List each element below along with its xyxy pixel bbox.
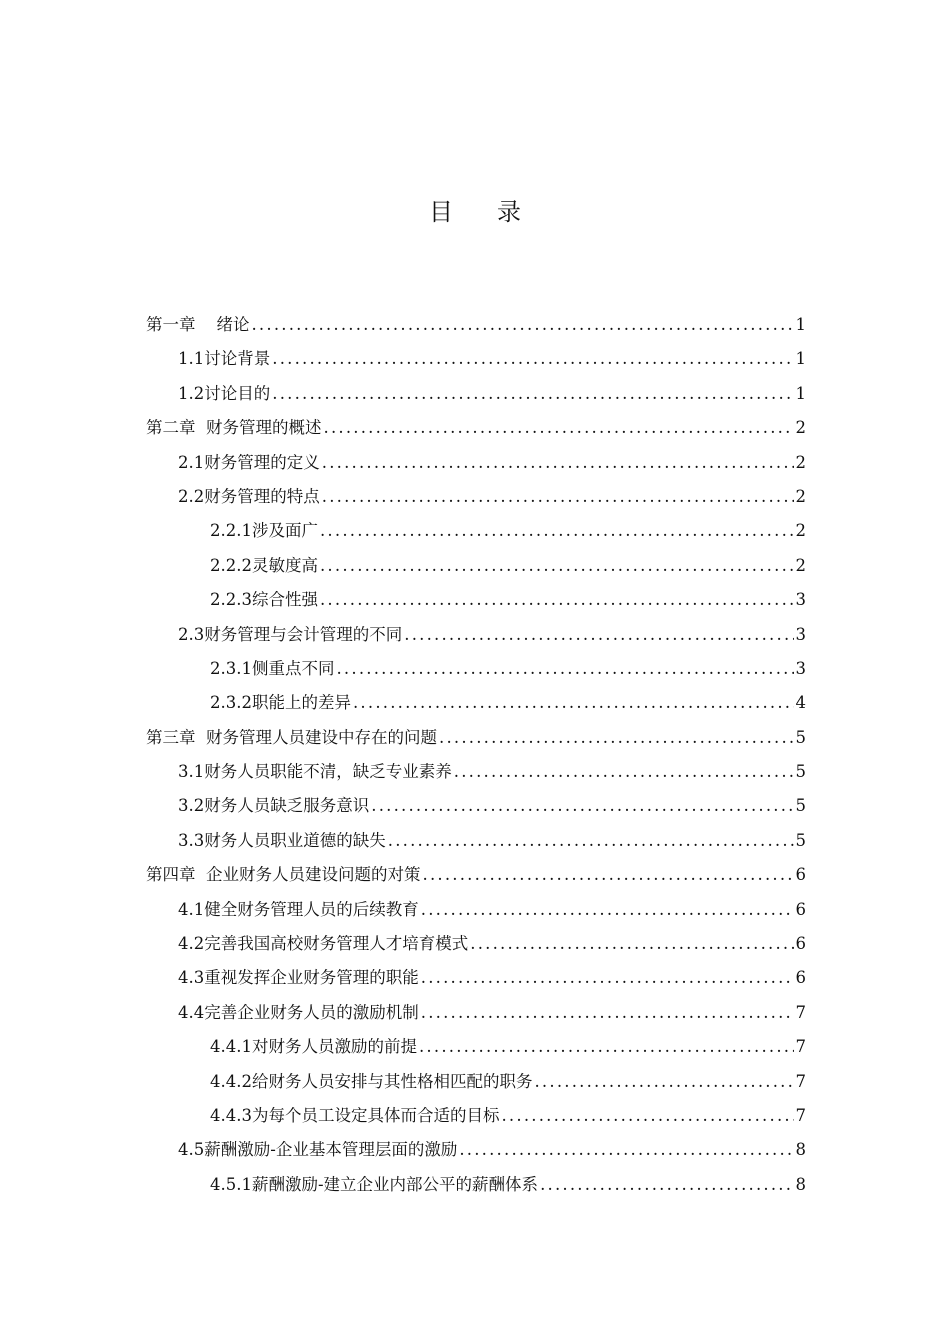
toc-entry-number: 4.4.1 xyxy=(210,1037,252,1057)
toc-entry-page: 6 xyxy=(795,968,806,988)
toc-entry xyxy=(146,893,806,927)
toc-entry-number: 2.2.3 xyxy=(210,590,252,610)
toc-entry-label: 健全财务管理人员的后续教育 xyxy=(204,899,419,919)
toc-entry-number: 2.2.1 xyxy=(210,521,252,541)
dot-leader xyxy=(421,996,794,1030)
toc-entry-label: 完善我国高校财务管理人才培育模式 xyxy=(204,934,469,954)
toc-entry xyxy=(146,1030,806,1064)
toc-entry xyxy=(146,858,806,892)
toc-entry-page: 5 xyxy=(795,830,806,850)
dot-leader xyxy=(404,618,793,652)
toc-entry-number: 1.2 xyxy=(178,383,205,403)
toc-entry-number: 4.3 xyxy=(178,968,205,988)
toc-entry-label: 给财务人员安排与其性格相匹配的职务 xyxy=(251,1071,533,1091)
dot-leader xyxy=(534,1065,793,1099)
toc-entry-label: 企业财务人员建设问题的对策 xyxy=(206,865,421,885)
toc-entry xyxy=(146,789,806,823)
dot-leader xyxy=(419,1030,794,1064)
toc-entry xyxy=(146,1065,806,1099)
toc-entry-number: 第一章 xyxy=(146,315,217,334)
toc-entry-number: 2.2 xyxy=(178,486,205,506)
toc-entry-label: 涉及面广 xyxy=(251,521,318,541)
toc-entry-page: 7 xyxy=(795,1037,806,1057)
toc-entry-label: 讨论目的 xyxy=(204,383,271,403)
dot-leader xyxy=(272,377,793,411)
toc-entry xyxy=(146,996,806,1030)
dot-leader xyxy=(320,514,794,548)
toc-entry-label: 综合性强 xyxy=(251,590,318,610)
toc-entry xyxy=(146,755,806,789)
toc-entry xyxy=(146,927,806,961)
dot-leader xyxy=(353,686,794,720)
toc-entry-label: 财务人员缺乏服务意识 xyxy=(204,796,370,816)
dot-leader xyxy=(336,652,793,686)
toc-entry-number: 4.5.1 xyxy=(210,1174,252,1194)
toc-entry-number: 4.2 xyxy=(178,934,205,954)
toc-entry-page: 1 xyxy=(795,383,806,403)
toc-entry-number: 1.1 xyxy=(178,349,205,369)
toc-entry-number: 第三章 xyxy=(146,727,206,747)
toc-entry-number: 4.4.3 xyxy=(210,1105,252,1125)
toc-entry-number: 2.1 xyxy=(178,452,205,472)
toc-entry-page: 2 xyxy=(795,486,806,506)
toc-entry xyxy=(146,721,806,755)
toc-entry-page: 4 xyxy=(795,693,806,713)
dot-leader xyxy=(320,549,794,583)
toc-entry-label: 灵敏度高 xyxy=(251,555,318,575)
toc-entry-page: 3 xyxy=(795,590,806,610)
toc-entry-page: 7 xyxy=(795,1105,806,1125)
toc-entry-label: 财务管理人员建设中存在的问题 xyxy=(206,727,437,747)
toc-entry xyxy=(146,824,806,858)
dot-leader xyxy=(454,755,794,789)
toc-title: 目录 xyxy=(429,198,565,226)
toc-entry-page: 2 xyxy=(795,521,806,541)
toc-entry-page: 1 xyxy=(795,349,806,369)
toc-entry-page: 1 xyxy=(795,315,806,334)
toc-entry xyxy=(146,308,806,342)
toc-entry-page: 5 xyxy=(795,727,806,747)
toc-entry-label: 财务管理的定义 xyxy=(204,452,320,472)
dot-leader xyxy=(322,480,794,514)
dot-leader xyxy=(501,1099,793,1133)
toc-entry-label: 为每个员工设定具体而合适的目标 xyxy=(251,1105,500,1125)
toc-entry-page: 7 xyxy=(795,1071,806,1091)
dot-leader xyxy=(421,893,794,927)
toc-entry-page: 6 xyxy=(795,865,806,885)
dot-leader xyxy=(421,961,794,995)
toc-entry-number: 3.2 xyxy=(178,796,205,816)
toc-entry-label: 薪酬激励-建立企业内部公平的薪酬体系 xyxy=(251,1174,539,1194)
dot-leader xyxy=(320,583,794,617)
toc-entry-page: 7 xyxy=(795,1002,806,1022)
dot-leader xyxy=(272,342,793,376)
toc-entry-number: 2.3.1 xyxy=(210,658,252,678)
toc-entry xyxy=(146,549,806,583)
toc-entry-label: 薪酬激励-企业基本管理层面的激励 xyxy=(204,1140,458,1160)
toc-entry-label: 财务管理的概述 xyxy=(206,418,322,438)
toc-entry-number: 4.1 xyxy=(178,899,205,919)
toc-entry-number: 3.3 xyxy=(178,830,205,850)
toc-entry-label: 财务人员职能不清，缺乏专业素养 xyxy=(204,762,452,782)
toc-entry-label: 侧重点不同 xyxy=(251,658,335,678)
toc-entry-page: 2 xyxy=(795,418,806,438)
toc-entry-number: 4.4 xyxy=(178,1002,205,1022)
toc-entry-number: 2.2.2 xyxy=(210,555,252,575)
toc-entry-number: 2.3 xyxy=(178,624,205,644)
dot-leader xyxy=(423,858,794,892)
toc-entry-page: 5 xyxy=(795,762,806,782)
dot-leader xyxy=(470,927,793,961)
toc-entry-page: 2 xyxy=(795,555,806,575)
toc-entry xyxy=(146,480,806,514)
toc-entry-number: 3.1 xyxy=(178,762,205,782)
toc-entry xyxy=(146,1099,806,1133)
toc-entry xyxy=(146,377,806,411)
table-of-contents xyxy=(146,308,806,1202)
toc-entry-number: 4.5 xyxy=(178,1140,205,1160)
toc-entry-label: 完善企业财务人员的激励机制 xyxy=(204,1002,419,1022)
toc-entry-label: 财务管理的特点 xyxy=(204,486,320,506)
toc-entry-label: 绪论 xyxy=(216,315,250,334)
toc-entry-label: 讨论背景 xyxy=(204,349,271,369)
toc-entry xyxy=(146,514,806,548)
toc-entry-label: 财务管理与会计管理的不同 xyxy=(204,624,403,644)
dot-leader xyxy=(459,1133,793,1167)
toc-entry-page: 8 xyxy=(795,1140,806,1160)
toc-entry-page: 3 xyxy=(795,658,806,678)
toc-entry xyxy=(146,583,806,617)
toc-entry xyxy=(146,961,806,995)
toc-entry-label: 对财务人员激励的前提 xyxy=(251,1037,417,1057)
dot-leader xyxy=(388,824,794,858)
dot-leader xyxy=(322,446,794,480)
dot-leader xyxy=(540,1168,793,1202)
dot-leader xyxy=(324,411,794,445)
toc-entry-label: 重视发挥企业财务管理的职能 xyxy=(204,968,419,988)
toc-entry-number: 第四章 xyxy=(146,865,206,885)
toc-entry-number: 第二章 xyxy=(146,418,206,438)
toc-entry xyxy=(146,1133,806,1167)
toc-entry xyxy=(146,1168,806,1202)
dot-leader xyxy=(251,308,793,342)
dot-leader xyxy=(371,789,793,823)
toc-entry-number: 4.4.2 xyxy=(210,1071,252,1091)
toc-entry-page: 2 xyxy=(795,452,806,472)
toc-entry xyxy=(146,618,806,652)
toc-entry-label: 职能上的差异 xyxy=(251,693,351,713)
toc-entry-page: 6 xyxy=(795,899,806,919)
toc-entry xyxy=(146,686,806,720)
toc-entry xyxy=(146,652,806,686)
toc-entry-page: 6 xyxy=(795,934,806,954)
toc-entry xyxy=(146,446,806,480)
dot-leader xyxy=(439,721,794,755)
toc-entry-label: 财务人员职业道德的缺失 xyxy=(204,830,386,850)
toc-entry-page: 3 xyxy=(795,624,806,644)
toc-entry xyxy=(146,342,806,376)
toc-entry-number: 2.3.2 xyxy=(210,693,252,713)
toc-entry-page: 8 xyxy=(795,1174,806,1194)
toc-entry-page: 5 xyxy=(795,796,806,816)
toc-entry xyxy=(146,411,806,445)
